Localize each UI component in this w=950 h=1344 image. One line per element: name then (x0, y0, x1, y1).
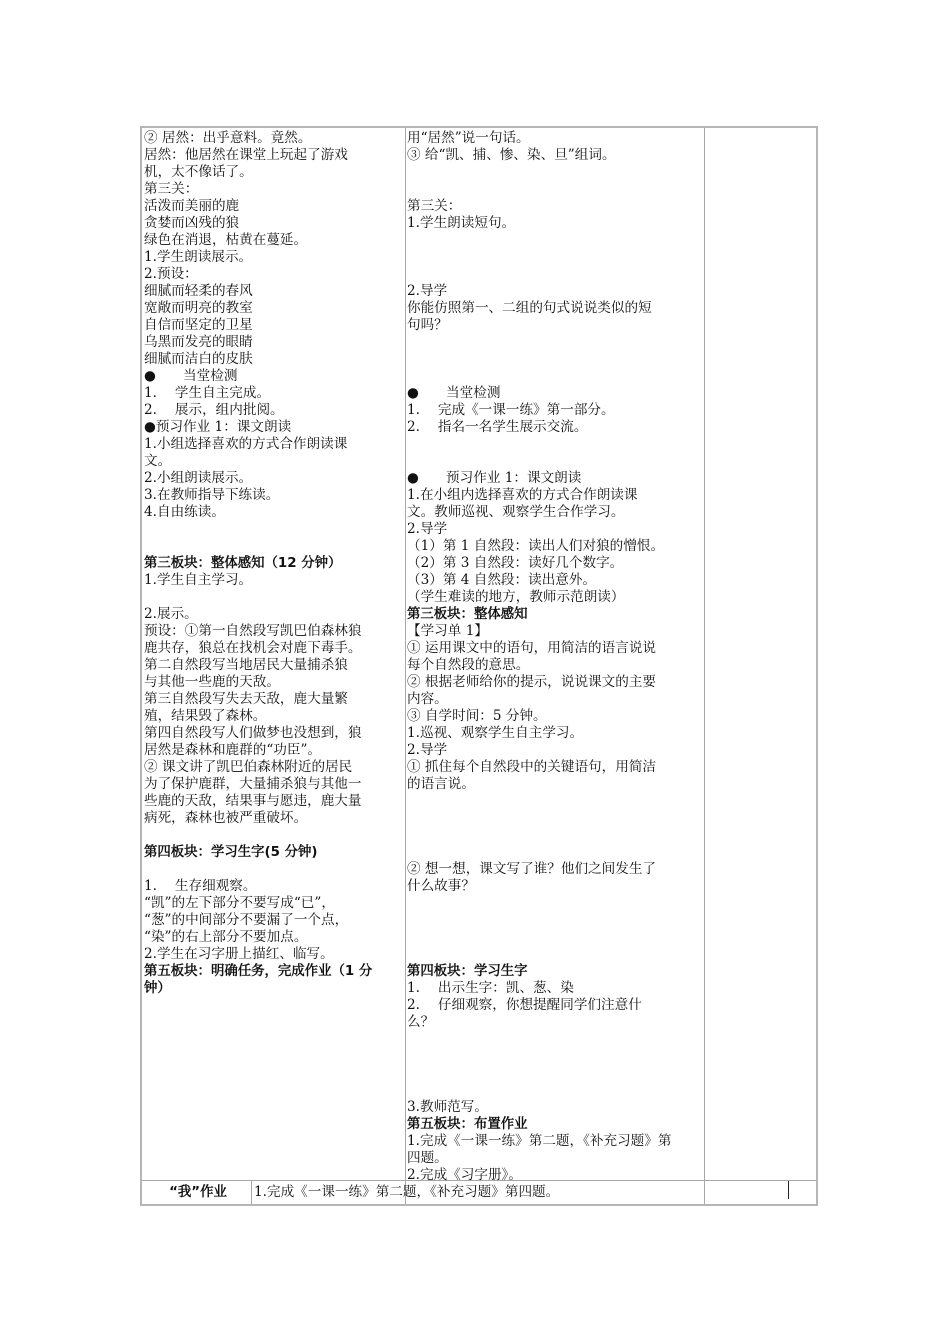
col2-line: 第三关： (407, 198, 462, 214)
col1-line: 预设：①第一自然段写凯巴伯森林狼 (144, 623, 362, 639)
col2-line: 1.学生朗读短句。 (407, 215, 516, 231)
col1-line: 1.小组选择喜欢的方式合作朗读课 (144, 436, 348, 452)
col1-line: 病死，森林也被严重破坏。 (144, 810, 308, 826)
col2-line (407, 1065, 705, 1082)
col1-line: 与其他一些鹿的天敌。 (144, 674, 280, 690)
col2-line: 的语言说。 (407, 776, 475, 792)
col1-line: 第五板块：明确任务，完成作业（1 分 (144, 964, 373, 979)
col1-line (144, 521, 406, 538)
col2-line (407, 266, 705, 283)
col1-line: 钟） (144, 981, 171, 996)
col1-line: 2.展示。 (144, 606, 198, 622)
col1-line: 第三板块：整体感知（12 分钟） (144, 556, 342, 571)
text-cursor (788, 1181, 789, 1199)
col1-line: 居然：他居然在课堂上玩起了游戏 (144, 147, 348, 163)
col2-line (407, 436, 705, 453)
col1-line: 2.预设： (144, 266, 198, 282)
col1-line: “葱”的中间部分不要漏了一个点， (144, 912, 349, 928)
teacher-activity-column (144, 130, 406, 1180)
col2-line (407, 1031, 705, 1048)
col1-line: 2.学生在习字册上描红、临写。 (144, 946, 334, 962)
col2-line: （1）第 1 自然段：读出人们对狼的憎恨。 (407, 538, 665, 554)
col1-line: 细腻而轻柔的春风 (144, 283, 253, 299)
col2-line: 第四板块：学习生字 (407, 964, 528, 979)
col2-line (407, 368, 705, 385)
col1-line: “染”的右上部分不要加点。 (144, 929, 308, 945)
col2-line: 1.巡视、观察学生自主学习。 (407, 725, 584, 741)
col1-line: 第四板块：学习生字(5 分钟) (144, 845, 318, 860)
col2-line: 句吗？ (407, 317, 448, 333)
col1-line: 乌黑而发亮的眼睛 (144, 334, 253, 350)
col2-line: 什么故事？ (407, 878, 475, 894)
col1-line: 文。 (144, 453, 172, 469)
guidance-column (407, 130, 705, 1183)
col1-line (144, 589, 406, 606)
col1-line: 些鹿的天敌，结果事与愿违，鹿大量 (144, 793, 362, 809)
col1-line: 4.自由练读。 (144, 504, 225, 520)
col2-line (407, 232, 705, 249)
col1-line: “凯”的左下部分不要写成“已”， (144, 895, 335, 911)
col1-line: 绿色在消退，枯黄在蔓延。 (144, 232, 308, 248)
col2-line: （学生难读的地方，教师示范朗读） (407, 589, 625, 605)
col1-line: 细腻而洁白的皮肤 (144, 351, 253, 367)
col2-line: 2.导学 (407, 283, 448, 299)
col2-line: ● 当堂检测 (407, 385, 501, 401)
col1-line: 居然是森林和鹿群的“功臣”。 (144, 742, 322, 758)
col2-line: 每个自然段的意思。 (407, 657, 530, 673)
col2-line: （3）第 4 自然段：读出意外。 (407, 572, 597, 588)
col2-line: 1.完成《一课一练》第二题，《补充习题》第 (407, 1133, 672, 1149)
col1-line: 活泼而美丽的鹿 (144, 198, 240, 214)
col2-line (407, 912, 705, 929)
homework-content: 1.完成《一课一练》第二题，《补充习题》第四题。 (254, 1184, 560, 1200)
col2-line: 你能仿照第一、二组的句式说说类似的短 (407, 300, 652, 316)
col2-line: 2.完成《习字册》。 (407, 1167, 522, 1183)
col1-line: 机，太不像话了。 (144, 164, 253, 180)
col2-line: 用“居然”说一句话。 (407, 130, 530, 146)
col2-line (407, 334, 705, 351)
col2-line: 1. 完成《一课一练》第一部分。 (407, 402, 615, 418)
col2-line: 第五板块：布置作业 (407, 1117, 528, 1132)
homework-label: “我”作业 (169, 1185, 227, 1200)
col1-line: ② 居然：出乎意料。竟然。 (144, 130, 312, 146)
col2-line (407, 810, 705, 827)
col2-line: 2.导学 (407, 521, 448, 537)
col1-line: 1.学生自主学习。 (144, 572, 253, 588)
col2-line (407, 844, 705, 861)
col1-line (144, 861, 406, 878)
col1-line: 1.学生朗读展示。 (144, 249, 253, 265)
col1-line: 1. 学生自主完成。 (144, 385, 271, 401)
col2-line: ③ 自学时间：5 分钟。 (407, 708, 547, 724)
col2-line: ② 根据老师给你的提示，说说课文的主要 (407, 674, 657, 690)
col2-line: ● 预习作业 1：课文朗读 (407, 470, 582, 486)
col2-line: 2. 仔细观察，你想提醒同学们注意什 (407, 997, 642, 1013)
col2-line: 3.教师范写。 (407, 1099, 488, 1115)
col1-line: 贪婪而凶残的狼 (144, 215, 240, 231)
col2-line (407, 164, 705, 181)
col2-line: 1.在小组内选择喜欢的方式合作朗读课 (407, 487, 638, 503)
bottom-label-divider (251, 1181, 252, 1204)
col2-line: ③ 给“凯、捕、惨、染、旦”组词。 (407, 147, 616, 163)
col2-line (407, 793, 705, 810)
col2-line: ② 想一想，课文写了谁？他们之间发生了 (407, 861, 657, 877)
col2-line: 【学习单 1】 (407, 623, 488, 639)
col2-line (407, 1048, 705, 1065)
col2-line (407, 946, 705, 963)
col2-line: 第三板块：整体感知 (407, 607, 528, 622)
col2-line (407, 929, 705, 946)
col2-line (407, 1082, 705, 1099)
col2-line: 文。教师巡视、观察学生合作学习。 (407, 504, 625, 520)
col1-line: 第二自然段写当地居民大量捕杀狼 (144, 657, 348, 673)
col2-line: 1. 出示生字：凯、葱、染 (407, 980, 574, 996)
col1-line: 2. 展示，组内批阅。 (144, 402, 284, 418)
col1-line: 第四自然段写人们做梦也没想到，狼 (144, 725, 362, 741)
col1-line: ●预习作业 1：课文朗读 (144, 419, 292, 435)
col1-line: 2.小组朗读展示。 (144, 470, 253, 486)
col2-line: 2. 指名一名学生展示交流。 (407, 419, 588, 435)
col2-line (407, 895, 705, 912)
col2-line (407, 453, 705, 470)
col1-line: 1. 生存细观察。 (144, 878, 257, 894)
col1-line: 第三关： (144, 181, 199, 197)
col2-line (407, 827, 705, 844)
col2-line: 2.导学 (407, 742, 448, 758)
col1-line: 宽敞而明亮的教室 (144, 300, 253, 316)
col1-line: 殖，结果毁了森林。 (144, 708, 267, 724)
col2-line (407, 181, 705, 198)
col2-line: ① 运用课文中的语句，用简洁的语言说说 (407, 640, 657, 656)
col2-line: 四题。 (407, 1150, 448, 1166)
col1-line: 3.在教师指导下练读。 (144, 487, 280, 503)
col2-line: 内容。 (407, 691, 448, 707)
col1-line: 第三自然段写失去天敌，鹿大量繁 (144, 691, 348, 707)
col2-line: ① 抓住每个自然段中的关键语句，用简洁 (407, 759, 657, 775)
col1-line: 鹿共存，狼总在找机会对鹿下毒手。 (144, 640, 362, 656)
col2-line: （2）第 3 自然段：读好几个数字。 (407, 555, 624, 571)
col1-line (144, 827, 406, 844)
col1-line: ● 当堂检测 (144, 368, 238, 384)
col1-line: ② 课文讲了凯巴伯森林附近的居民 (144, 759, 353, 775)
col2-line (407, 249, 705, 266)
col1-line (144, 538, 406, 555)
col1-line: 为了保护鹿群，大量捕杀狼与其他一 (144, 776, 362, 792)
col2-line: 么？ (407, 1014, 435, 1030)
col1-line: 自信而坚定的卫星 (144, 317, 253, 333)
col2-line (407, 351, 705, 368)
